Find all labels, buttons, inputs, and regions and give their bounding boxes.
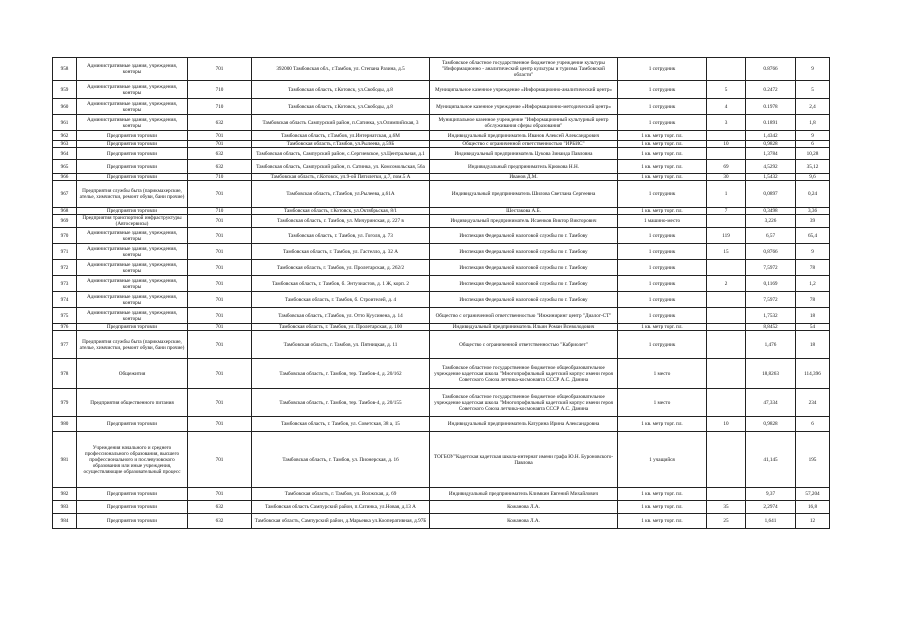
address-cell: Тамбовская область, г. Тамбов, ул. Пионерская, д. 16 — [252, 432, 430, 488]
category-code-cell: 701 — [188, 260, 252, 276]
table-row — [53, 308, 830, 324]
norm-value-cell: 6,57 — [746, 228, 796, 244]
object-type-cell: Предприятия торговли — [77, 131, 188, 141]
volume-cell: 9 — [796, 58, 830, 81]
volume-cell: 12 — [796, 514, 830, 529]
count-cell — [707, 324, 746, 331]
object-type-cell: Административные здания, учреждения, конторы — [77, 81, 188, 99]
unit-cell: 1 учащийся — [618, 432, 707, 488]
volume-cell: 1,8 — [796, 115, 830, 131]
object-type-cell: Предприятия службы быта (парикмахерские, ателье, химчистки, ремонт обуви, бани прочие) — [77, 181, 188, 208]
organization-cell: Тамбовское областное государственное бюджетное общеобразовательное учреждение кадетская школа "Многопрофильный кадетский корпус имени героя Советского Союза летчика-космонавта СССР А.С. Данина — [430, 359, 618, 389]
norm-value-cell: 2,2974 — [746, 501, 796, 514]
organization-cell: Муниципальное казенное учреждение «Информационно-аналитический центр» — [430, 81, 618, 99]
row-number-cell: 967 — [53, 181, 77, 208]
organization-cell: Индивидуальный предприниматель Цукова Зинаида Павловна — [430, 148, 618, 160]
unit-cell: 1 сотрудник — [618, 292, 707, 308]
row-number-cell: 980 — [53, 417, 77, 432]
unit-cell: 1 сотрудник — [618, 244, 707, 260]
count-cell — [707, 331, 746, 359]
volume-cell: 78 — [796, 260, 830, 276]
unit-cell: 1 сотрудник — [618, 260, 707, 276]
object-type-cell: Предприятия службы быта (парикмахерские, ателье, химчистки, ремонт обуви, бани прочие) — [77, 331, 188, 359]
category-code-cell: 632 — [188, 514, 252, 529]
table-row — [53, 432, 830, 488]
count-cell — [707, 308, 746, 324]
row-number-cell: 960 — [53, 99, 77, 115]
object-type-cell: Предприятия торговли — [77, 174, 188, 181]
row-number-cell: 964 — [53, 148, 77, 160]
count-cell — [707, 260, 746, 276]
volume-cell: 0,24 — [796, 181, 830, 208]
category-code-cell: 701 — [188, 389, 252, 417]
category-code-cell: 701 — [188, 488, 252, 501]
norm-value-cell: 1,4342 — [746, 131, 796, 141]
organization-cell: Инспекция Федеральной налоговой службы по г. Тамбову — [430, 292, 618, 308]
table-row — [53, 389, 830, 417]
address-cell: Тамбовская область, г. Тамбов, ул. Мичуринская, д. 227 в — [252, 215, 430, 228]
address-cell: Тамбовская область, г. Тамбов, ул. Пролетарская, д. 262/2 — [252, 260, 430, 276]
unit-cell: 1 кв. метр торг. пл. — [618, 148, 707, 160]
volume-cell: 54 — [796, 324, 830, 331]
organization-cell: Муниципальное казенное учреждение "Информационный культурный центр обслуживания сферы образования" — [430, 115, 618, 131]
object-type-cell: Предприятия общественного питания — [77, 389, 188, 417]
unit-cell: 1 кв. метр торг. пл. — [618, 141, 707, 148]
count-cell: 25 — [707, 514, 746, 529]
norm-value-cell: 9,37 — [746, 488, 796, 501]
unit-cell: 1 сотрудник — [618, 115, 707, 131]
volume-cell: 9,6 — [796, 174, 830, 181]
object-type-cell: Предприятия торговли — [77, 417, 188, 432]
category-code-cell: 632 — [188, 148, 252, 160]
address-cell: Тамбовская область, г.Тамбов, ул.Рылеева, д.59Б — [252, 141, 430, 148]
category-code-cell: 632 — [188, 160, 252, 174]
count-cell — [707, 488, 746, 501]
unit-cell: 1 сотрудник — [618, 181, 707, 208]
table-row — [53, 260, 830, 276]
table-row — [53, 58, 830, 81]
address-cell: Тамбовская область, г. Тамбов, ул. Гастелло, д. 32 А — [252, 244, 430, 260]
organization-cell: Кожанова Л.А. — [430, 514, 618, 529]
volume-cell: 39 — [796, 215, 830, 228]
category-code-cell: 710 — [188, 174, 252, 181]
row-number-cell: 978 — [53, 359, 77, 389]
organization-cell: Индивидуальный предприниматель Ильин Роман Всеволодович — [430, 324, 618, 331]
table-row — [53, 324, 830, 331]
address-cell: Тамбовская область, г. Тамбов, б. Энтузиастов, д. 1 Ж, корп. 2 — [252, 276, 430, 292]
object-type-cell: Административные здания, учреждения, конторы — [77, 276, 188, 292]
volume-cell: 2,4 — [796, 99, 830, 115]
organization-cell: Кожанова Л.А. — [430, 501, 618, 514]
row-number-cell: 981 — [53, 432, 77, 488]
row-number-cell: 959 — [53, 81, 77, 99]
object-type-cell: Предприятия торговли — [77, 148, 188, 160]
object-type-cell: Предприятия торговли — [77, 501, 188, 514]
category-code-cell: 701 — [188, 141, 252, 148]
row-number-cell: 976 — [53, 324, 77, 331]
count-cell — [707, 389, 746, 417]
organization-cell: Муниципальное казенное учреждение «Информационно-методический центр» — [430, 99, 618, 115]
table-row — [53, 148, 830, 160]
category-code-cell: 701 — [188, 359, 252, 389]
category-code-cell: 701 — [188, 58, 252, 81]
norm-value-cell: 8,8452 — [746, 324, 796, 331]
object-type-cell: Предприятия торговли — [77, 208, 188, 215]
object-type-cell: Предприятия торговли — [77, 141, 188, 148]
object-type-cell: Учреждения начального и среднего профессионального образования, высшего профессионального и послевузовского образования или иные учреждения, осуществляющие образовательный процесс — [77, 432, 188, 488]
object-type-cell: Предприятия торговли — [77, 160, 188, 174]
unit-cell: 1 кв. метр торг. пл. — [618, 501, 707, 514]
count-cell: 5 — [707, 81, 746, 99]
volume-cell: 6 — [796, 141, 830, 148]
organization-cell: Инспекция Федеральной налоговой службы по г. Тамбову — [430, 244, 618, 260]
table-row — [53, 276, 830, 292]
row-number-cell: 971 — [53, 244, 77, 260]
volume-cell: 1,2 — [796, 276, 830, 292]
count-cell — [707, 215, 746, 228]
norm-value-cell: 0,9828 — [746, 417, 796, 432]
norm-value-cell: 1,641 — [746, 514, 796, 529]
object-type-cell: Административные здания, учреждения, конторы — [77, 292, 188, 308]
volume-cell: 234 — [796, 389, 830, 417]
address-cell: Тамбовская область, г.Котовск, ул.Свободы, д.8 — [252, 81, 430, 99]
object-type-cell: Административные здания, учреждения, конторы — [77, 244, 188, 260]
row-number-cell: 979 — [53, 389, 77, 417]
volume-cell: 18 — [796, 308, 830, 324]
volume-cell: 195 — [796, 432, 830, 488]
row-number-cell: 970 — [53, 228, 77, 244]
row-number-cell: 962 — [53, 131, 77, 141]
volume-cell: 6 — [796, 417, 830, 432]
row-number-cell: 968 — [53, 208, 77, 215]
row-number-cell: 965 — [53, 160, 77, 174]
table-row — [53, 417, 830, 432]
norm-value-cell: 1,3784 — [746, 148, 796, 160]
volume-cell: 57,204 — [796, 488, 830, 501]
address-cell: Тамбовская область, г.Котовск, ул.Октябрьская, 8/1 — [252, 208, 430, 215]
norm-value-cell: 1,476 — [746, 331, 796, 359]
address-cell: Тамбовская область, г. Тамбов, тер. Тамбов-4, д. 20/162 — [252, 359, 430, 389]
row-number-cell: 974 — [53, 292, 77, 308]
norm-value-cell: 3,226 — [746, 215, 796, 228]
unit-cell: 1 машино-место — [618, 215, 707, 228]
address-cell: Тамбовская область, г.Тамбов, ул. Отто Куусинена, д. 14 — [252, 308, 430, 324]
count-cell: 2 — [707, 276, 746, 292]
organization-cell: Индивидуальный предприниматель Климкин Евгений Михайлович — [430, 488, 618, 501]
category-code-cell: 701 — [188, 331, 252, 359]
unit-cell: 1 сотрудник — [618, 58, 707, 81]
count-cell: 4 — [707, 99, 746, 115]
organization-cell: Общество с ограниченной ответственностью "ИРБИС" — [430, 141, 618, 148]
count-cell — [707, 359, 746, 389]
address-cell: Тамбовская область, г.Тамбов, ул.Рылеева, д.61А — [252, 181, 430, 208]
count-cell: 10 — [707, 417, 746, 432]
unit-cell: 1 сотрудник — [618, 331, 707, 359]
address-cell: Тамбовская область, г. Тамбов, ул. Пролетарская, д. 100 — [252, 324, 430, 331]
norm-value-cell: 7,5972 — [746, 260, 796, 276]
table-row — [53, 141, 830, 148]
row-number-cell: 973 — [53, 276, 77, 292]
table-row — [53, 359, 830, 389]
unit-cell: 1 сотрудник — [618, 276, 707, 292]
table-row — [53, 115, 830, 131]
volume-cell: 78 — [796, 292, 830, 308]
row-number-cell: 982 — [53, 488, 77, 501]
table-row — [53, 331, 830, 359]
count-cell — [707, 292, 746, 308]
row-number-cell: 977 — [53, 331, 77, 359]
table-row — [53, 215, 830, 228]
object-type-cell: Административные здания, учреждения, конторы — [77, 260, 188, 276]
organization-cell: Тамбовское областное государственное бюджетное учреждение культуры "Информационно - аналитический центр культуры и туризма Тамбовской области" — [430, 58, 618, 81]
organization-cell: Индивидуальный предприниматель Шилова Светлана Сергеевна — [430, 181, 618, 208]
volume-cell: 10,28 — [796, 148, 830, 160]
unit-cell: 1 кв. метр торг. пл. — [618, 160, 707, 174]
norm-value-cell: 0.8766 — [746, 58, 796, 81]
organization-cell: Индивидуальный предприниматель Исаенков Виктор Викторович — [430, 215, 618, 228]
unit-cell: 1 сотрудник — [618, 81, 707, 99]
row-number-cell: 972 — [53, 260, 77, 276]
object-type-cell: Административные здания, учреждения, конторы — [77, 115, 188, 131]
category-code-cell: 710 — [188, 208, 252, 215]
row-number-cell: 969 — [53, 215, 77, 228]
norm-value-cell: 0.1978 — [746, 99, 796, 115]
object-type-cell: Предприятия торговли — [77, 488, 188, 501]
address-cell: Тамбовская область Сампурский район, п.Сатинка, ул.Новая, д.13 А — [252, 501, 430, 514]
unit-cell: 1 место — [618, 389, 707, 417]
address-cell: Тамбовская область, г.Котовск, ул.9-ой Пятилетки, д.7, пом.5 А — [252, 174, 430, 181]
category-code-cell: 701 — [188, 308, 252, 324]
object-type-cell: Предприятия транспортной инфраструктуры (Автосервисы) — [77, 215, 188, 228]
address-cell: Тамбовская область, г. Тамбов, ул. Гоголя, д. 73 — [252, 228, 430, 244]
count-cell — [707, 58, 746, 81]
category-code-cell: 701 — [188, 417, 252, 432]
volume-cell: 5 — [796, 81, 830, 99]
volume-cell: 35,12 — [796, 160, 830, 174]
count-cell: 10 — [707, 141, 746, 148]
object-type-cell: Административные здания, учреждения, конторы — [77, 308, 188, 324]
table-row — [53, 99, 830, 115]
row-number-cell: 958 — [53, 58, 77, 81]
norm-value-cell: 41,145 — [746, 432, 796, 488]
category-code-cell: 710 — [188, 99, 252, 115]
object-type-cell: Административные здания, учреждения, конторы — [77, 228, 188, 244]
organization-cell: Индивидуальный предприниматель Катурина Ирина Александровна — [430, 417, 618, 432]
address-cell: Тамбовская область, г. Тамбов, тер. Тамбов-4, д. 20/155 — [252, 389, 430, 417]
data-table-sheet — [52, 57, 829, 529]
norm-value-cell: 0,8766 — [746, 244, 796, 260]
norm-value-cell: 7,5972 — [746, 292, 796, 308]
table-row — [53, 181, 830, 208]
unit-cell: 1 кв. метр торг. пл. — [618, 417, 707, 432]
row-number-cell: 961 — [53, 115, 77, 131]
organization-cell: Инспекция Федеральной налоговой службы по г. Тамбову — [430, 260, 618, 276]
table-row — [53, 514, 830, 529]
address-cell: Тамбовская область, г. Тамбов, б. Строителей, д. 4 — [252, 292, 430, 308]
organization-cell: Инспекция Федеральной налоговой службы по г. Тамбову — [430, 276, 618, 292]
category-code-cell: 701 — [188, 432, 252, 488]
count-cell: 15 — [707, 244, 746, 260]
count-cell: 30 — [707, 174, 746, 181]
norm-value-cell: 0,1169 — [746, 276, 796, 292]
norm-value-cell: 4,5292 — [746, 160, 796, 174]
object-type-cell: Административные здания, учреждения, конторы — [77, 99, 188, 115]
category-code-cell: 701 — [188, 131, 252, 141]
category-code-cell: 701 — [188, 244, 252, 260]
count-cell — [707, 131, 746, 141]
volume-cell: 18 — [796, 331, 830, 359]
norm-value-cell: 47,334 — [746, 389, 796, 417]
row-number-cell: 984 — [53, 514, 77, 529]
organization-cell: Инспекция Федеральной налоговой службы по г. Тамбову — [430, 228, 618, 244]
organization-cell: Общество с ограниченной ответственностью "Инжиниринг центр "Диалог-СТ" — [430, 308, 618, 324]
category-code-cell: 710 — [188, 81, 252, 99]
table-row — [53, 488, 830, 501]
table-row — [53, 228, 830, 244]
address-cell: Тамбовская область, Сампурский район, с.Сергиевское, ул.Центральная, д.1 — [252, 148, 430, 160]
volume-cell: 3,36 — [796, 208, 830, 215]
count-cell — [707, 432, 746, 488]
row-number-cell: 963 — [53, 141, 77, 148]
unit-cell: 1 кв. метр торг. пл. — [618, 324, 707, 331]
object-type-cell: Административные здания, учреждения, конторы — [77, 58, 188, 81]
unit-cell: 1 кв. метр торг. пл. — [618, 514, 707, 529]
address-cell: Тамбовская область, Сампурский район, д.Марьевка ул.Кооперативная, д.97Б — [252, 514, 430, 529]
norm-value-cell: 1,7532 — [746, 308, 796, 324]
norm-value-cell: 0,0897 — [746, 181, 796, 208]
object-type-cell: Предприятия торговли — [77, 324, 188, 331]
unit-cell: 1 кв. метр торг. пл. — [618, 488, 707, 501]
table-row — [53, 174, 830, 181]
category-code-cell: 701 — [188, 181, 252, 208]
category-code-cell: 701 — [188, 228, 252, 244]
table-row — [53, 244, 830, 260]
address-cell: Тамбовская область, Сампурский район, п. Сатинка, ул. Комсомольская, 56а — [252, 160, 430, 174]
count-cell: 69 — [707, 160, 746, 174]
table-row — [53, 81, 830, 99]
norm-value-cell: 0.1891 — [746, 115, 796, 131]
unit-cell: 1 кв. метр торг. пл. — [618, 174, 707, 181]
unit-cell: 1 место — [618, 359, 707, 389]
category-code-cell: 701 — [188, 324, 252, 331]
address-cell: Тамбовская область, г. Тамбов, ул. Пятницкая, д. 11 — [252, 331, 430, 359]
unit-cell: 1 сотрудник — [618, 99, 707, 115]
norm-value-cell: 0,3498 — [746, 208, 796, 215]
object-type-cell: Общежития — [77, 359, 188, 389]
norm-value-cell: 1,5432 — [746, 174, 796, 181]
address-cell: Тамбовская область, г.Котовск, ул.Свободы, д.8 — [252, 99, 430, 115]
unit-cell: 1 сотрудник — [618, 228, 707, 244]
object-type-cell: Предприятия торговли — [77, 514, 188, 529]
volume-cell: 9 — [796, 131, 830, 141]
category-code-cell: 701 — [188, 215, 252, 228]
count-cell: 1 — [707, 181, 746, 208]
organization-cell: Индивидуальный предприниматель Крюкова Н.Н. — [430, 160, 618, 174]
count-cell: 119 — [707, 228, 746, 244]
norm-value-cell: 18,8263 — [746, 359, 796, 389]
address-cell: Тамбовская область, г.Тамбов, ул.Интернатская, д.6М — [252, 131, 430, 141]
organization-cell: Иванов Д.М. — [430, 174, 618, 181]
address-cell: Тамбовская область, г. Тамбов, ул. Советская, 38 а, 15 — [252, 417, 430, 432]
address-cell: Тамбовская область, г. Тамбов, ул. Волжская, д. 69 — [252, 488, 430, 501]
organization-cell: Индивидуальный предприниматель Иванов Алексей Александрович — [430, 131, 618, 141]
unit-cell: 1 сотрудник — [618, 308, 707, 324]
category-code-cell: 701 — [188, 292, 252, 308]
waste-norms-table — [52, 57, 830, 529]
category-code-cell: 701 — [188, 276, 252, 292]
table-row — [53, 160, 830, 174]
category-code-cell: 632 — [188, 115, 252, 131]
address-cell: 392000 Тамбовская обл., г.Тамбов, ул. Степана Разина, д.5 — [252, 58, 430, 81]
norm-value-cell: 0,9828 — [746, 141, 796, 148]
address-cell: Тамбовская область Сампурский район, п.Сатинка, ул.Олимпийская, 3 — [252, 115, 430, 131]
count-cell — [707, 148, 746, 160]
organization-cell: Общество с ограниченной ответственностью "Кабриолет" — [430, 331, 618, 359]
category-code-cell: 632 — [188, 501, 252, 514]
organization-cell: ТОГБОУ"Кадетская кадетская школа-интернат имени графа Ю.Н. Буроновского-Павлова — [430, 432, 618, 488]
volume-cell: 9 — [796, 244, 830, 260]
organization-cell: Тамбовское областное государственное бюджетное общеобразовательное учреждение кадетская школа "Многопрофильный кадетский корпус имени героя Советского Союза летчика-космонавта СССР А.С. Данина — [430, 389, 618, 417]
table-row — [53, 131, 830, 141]
unit-cell: 1 кв. метр торг. пл. — [618, 131, 707, 141]
norm-value-cell: 0.2472 — [746, 81, 796, 99]
count-cell: 7 — [707, 208, 746, 215]
count-cell: 3 — [707, 115, 746, 131]
row-number-cell: 983 — [53, 501, 77, 514]
row-number-cell: 975 — [53, 308, 77, 324]
table-row — [53, 292, 830, 308]
volume-cell: 114,396 — [796, 359, 830, 389]
volume-cell: 65,4 — [796, 228, 830, 244]
unit-cell: 1 кв. метр торг. пл. — [618, 208, 707, 215]
row-number-cell: 966 — [53, 174, 77, 181]
count-cell: 35 — [707, 501, 746, 514]
volume-cell: 16,8 — [796, 501, 830, 514]
organization-cell: Шестакова А.Б. — [430, 208, 618, 215]
table-row — [53, 208, 830, 215]
table-row — [53, 501, 830, 514]
